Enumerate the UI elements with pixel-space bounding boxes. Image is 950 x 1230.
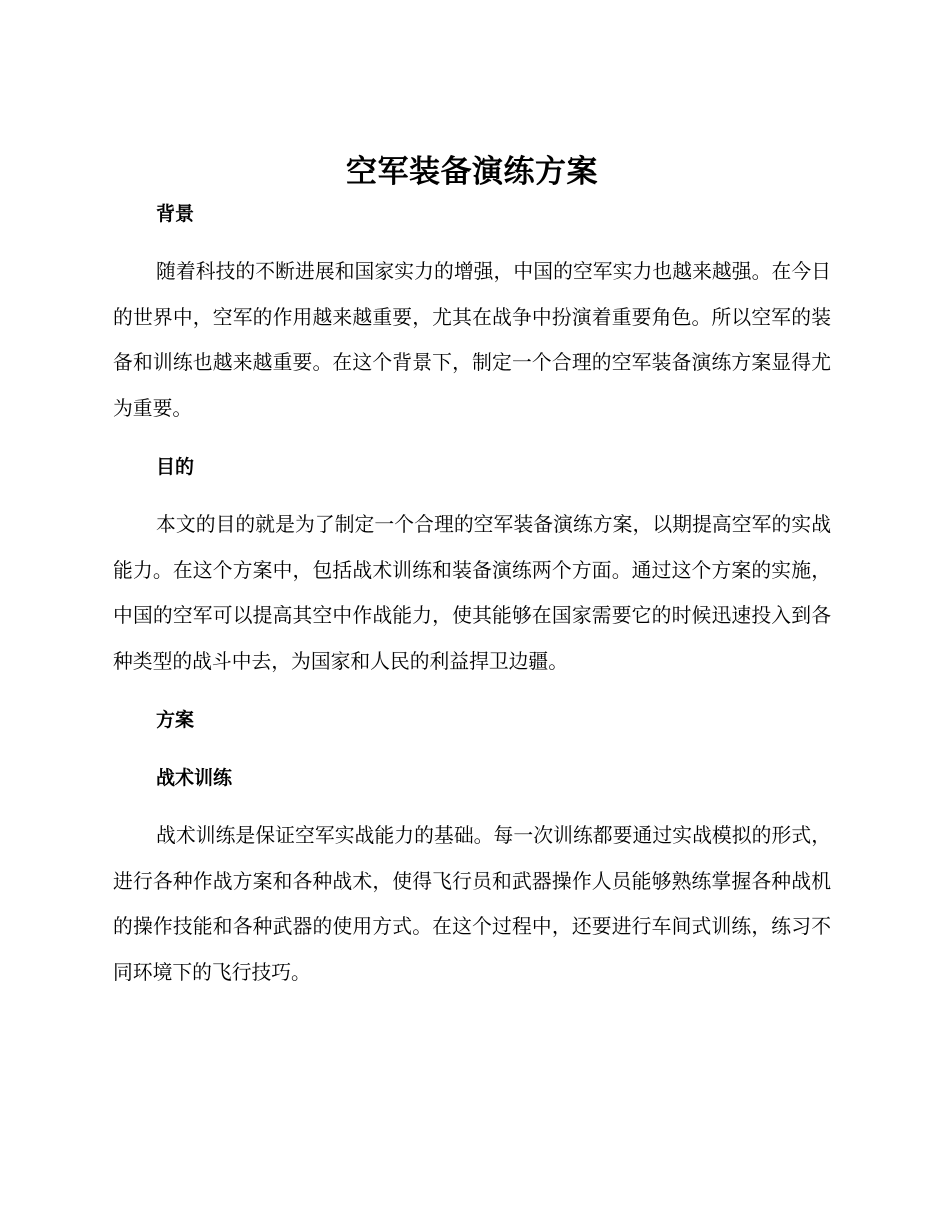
document-page: [113, 150, 831, 995]
section-paragraph-tactical-training: 战术训练是保证空军实战能力的基础。每一次训练都要通过实战模拟的形式，进行各种作战方案和各种战术，使得飞行员和武器操作人员能够熟练掌握各种战机的操作技能和各种武器的使用方式。在这个过程中，还要进行车间式训练，练习不同环境下的飞行技巧。: [113, 824, 831, 984]
section-paragraph-background: 随着科技的不断进展和国家实力的增强，中国的空军实力也越来越强。在今日的世界中，空军的作用越来越重要，尤其在战争中扮演着重要角色。所以空军的装备和训练也越来越重要。在这个背景下，制定一个合理的空军装备演练方案显得尤为重要。: [113, 260, 831, 420]
section-paragraph-purpose: 本文的目的就是为了制定一个合理的空军装备演练方案，以期提高空军的实战能力。在这个方案中，包括战术训练和装备演练两个方面。通过这个方案的实施，中国的空军可以提高其空中作战能力，使其能够在国家需要它的时候迅速投入到各种类型的战斗中去，为国家和人民的利益捍卫边疆。: [113, 513, 831, 673]
section-heading-tactical-training: 战术训练: [156, 767, 233, 789]
section-heading-plan: 方案: [156, 709, 195, 731]
section-heading-purpose: 目的: [156, 456, 195, 478]
section-heading-background: 背景: [156, 203, 195, 225]
page-title: 空军装备演练方案: [346, 154, 598, 190]
